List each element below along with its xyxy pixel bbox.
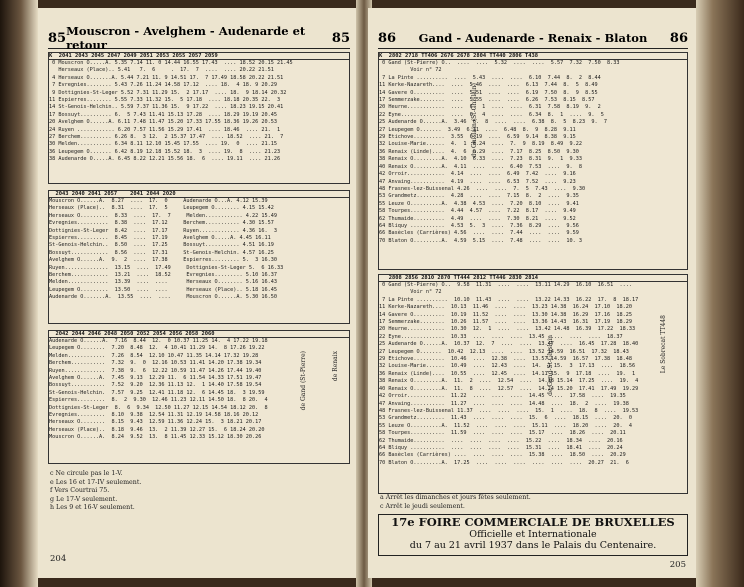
timetable-row: Espierres.......... 8.45 .... 17.19 Avelghem O.....A. 4.45 16.11	[49, 235, 271, 242]
timetable-row: 11 Kerke-Nazareth.... .... 5.46 .... .... 6.13 7.44 8. 5 8.49	[379, 82, 598, 89]
timetable-row: 70 Blaton O.........A. 17.25 .... .... .... .... .... .... 20.27 21. 6	[379, 459, 629, 466]
left-page-header	[48, 24, 350, 52]
timetable-row: Ruyen............. 7.38 9. 6 12.22 10.59 11.47 14.26 17.44 19.40	[49, 367, 262, 374]
right-table-2	[378, 274, 688, 494]
book-edge-left	[0, 0, 38, 587]
timetable-row: 64 Bliquy ........... .... .... .... .... 15.31 .... 18.41 .... 20.24	[379, 444, 623, 451]
right-vertical-note-3: de Gand-St-Ghislain	[547, 335, 554, 396]
timetable-row: 62 Thumaide.......... 4.49 .... .... 7.30 8.21 .... 9.52	[379, 215, 576, 222]
timetable-row: 38 Audenarde O.....A. 6.45 8.22 12.21 15.56 18. 6 .... 19.11 .... 21.26	[49, 156, 281, 163]
timetable-row: 22 Eyne.............. 10.33 .... .... .... 13.45 .... .... .... 18.37	[379, 333, 623, 340]
timetable-row: 48 Frasnes-lez-Buissenal 4.26 .... .... 7. 5 7.43 .... 9.30	[379, 185, 586, 192]
timetable-row: 29 Etichove.......... 3.55 6.19 .... 6.59 9.14 8.38 9.15	[379, 134, 576, 141]
timetable-row: 48 Frasnes-lez-Buissenal 11.37 .... .... .... 15. 1 .... 18. 8 .... 19.53	[379, 407, 639, 414]
timetable-row: 66 Basècles (Carrières) 4.56 .... .... 7.44 .... .... 9.59	[379, 230, 579, 237]
timetable-row: Herseaux (Place).. 8.18 9.46 13. 2 11.39 12.27 15. 6 18.24 20.20	[49, 426, 265, 433]
timetable-row: Voir n° 72	[379, 289, 442, 296]
timetable-row: Leupegem O......... 13.50 .... .... Herseaux (Place).. 5.18 16.45	[49, 286, 277, 293]
right-table-1-rows	[379, 60, 687, 245]
timetable-row: 20 Heurne............ 10.30 12. 1 .... .... 13.42 14.48 16.39 17.22 18.33	[379, 326, 636, 333]
timetable-row: Herseaux O......... 8.33 .... 17. 7 Melden............ 4.22 15.49	[49, 212, 277, 219]
timetable-row: 22 Eyne.............. .... 6. 4 .... .... 6.34 8. 1 .... 9. 5	[379, 111, 604, 118]
timetable-row: 30 Melden........... 6.34 8.11 12.10 15.45 17.55 .... 19. 0 .... 21.15	[49, 141, 277, 148]
timetable-row: 55 Leuze O..........A. 4.38 4.53 .... 7.20 8.10 .... 9.41	[379, 200, 579, 207]
footnote: g Le 17-V seulement.	[50, 495, 118, 503]
timetable-row: 36 Renaix (Linde).... 4. 6 6.29 .... 7.17 8.25 8.50 9.30	[379, 148, 579, 155]
timetable-row: 17 Semmerzake........ 10.26 11.57 .... .... 13.36 14.43 16.31 17.19 18.29	[379, 319, 632, 326]
timetable-row: 27 Berchem.......... 6.26 8. 3 12. 2 15.37 17.47 .... 18.52 .... 21. 7	[49, 134, 284, 141]
timetable-row: Mouscron O......A. 8.27 .... 17. 0 Audenarde O...A. 4.12 15.39	[49, 198, 268, 204]
right-page-header	[378, 28, 688, 49]
timetable-row: 55 Leuze O..........A. 11.52 .... .... .... 15.11 .... 18.20 .... 20. 4	[379, 422, 632, 429]
timetable-row: 42 Orroir............ 11.22 .... .... .... 14.45 .... 17.58 .... 19.35	[379, 393, 626, 400]
timetable-row: Mouscron O......A. 8.24 9.52 13. 8 11.45 12.33 15.12 18.30 20.26	[49, 434, 262, 441]
timetable-row: 36 Renaix (Linde).... 10.55 .... 12.45 .... 14.11 15. 9 17.18 .... 19. 1	[379, 370, 636, 377]
timetable-row: 47 Anvaing........... 4.19 .... .... 6.53 7.52 .... 9.23	[379, 178, 576, 185]
right-vertical-note-2: Le Sobrecat TT448	[660, 315, 667, 374]
timetable-row: Espierres......... 8. 2 9.30 12.46 11.23 12.11 14.50 18. 8 20. 4	[49, 397, 268, 404]
timetable-row: St-Genois-Helchin. 7.57 9.25 12.41 11.18 12. 6 14.45 18. 3 19.59	[49, 389, 265, 396]
left-page-title: Mouscron - Avelghem - Audenarde et retour	[66, 24, 306, 52]
timetable-row: Dottignies-St-Leger 8. 6 9.34 12.50 11.27 12.15 14.54 18.12 20. 8	[49, 404, 268, 411]
book-edge-right	[696, 0, 744, 587]
timetable-row: Herseaux O........ 8.15 9.43 12.59 11.36 12.24 15. 3 18.21 20.17	[49, 419, 262, 426]
timetable-row: 29 Etichove.......... 10.46 .... 12.38 .... 13.57 14.59 16.57 17.38 18.48	[379, 356, 632, 363]
timetable-row: 36 Leupegem O....... 6.42 8.19 12.18 15.52 18. 3 .... 19. 8 .... 21.23	[49, 148, 281, 155]
right-table-1-header: K 2802 2718 TT406 2676 2678 2804 TT440 2806 T438	[379, 53, 687, 60]
timetable-row: 38 Renaix O.........A. 4.10 6.33 .... 7.23 8.31 9. 1 9.33	[379, 156, 583, 163]
timetable-row: 0 Gand (St-Pierre) O.. .... .... 5.32 .... .... 5.57 7.32 7.50 8.33	[379, 60, 620, 66]
timetable-row: Berchem........... 7.32 9. 0 12.16 10.53 11.41 14.20 17.38 19.34	[49, 360, 262, 367]
left-vertical-note-1: de Gand (St-Pierre)	[300, 351, 307, 411]
left-vertical-note-2: de Renaix	[332, 351, 339, 382]
right-page-number: 205	[669, 560, 686, 570]
timetable-row: Avelghem O......A. 7.45 9.13 12.29 11. 6 11.54 14.33 17.51 19.47	[49, 375, 262, 382]
left-table-1	[48, 52, 350, 184]
timetable-row: 7 Evregnies........ 5.43 7.26 11.24 14.58 17.12 .... 18. 4 18. 9 20.29	[49, 82, 277, 89]
left-table-2-rows	[49, 198, 349, 302]
right-table-1	[378, 52, 688, 270]
timetable-row: 11 Espierres........ 5.55 7.33 11.32 15. 5 17.18 .... 18.18 20.35 22. 3	[49, 97, 281, 104]
timetable-row: 14 St-Genois-Helchin.. 5.59 7.37 11.36 15. 9 17.22 .... 18.23 19.15 20.41	[49, 104, 284, 111]
left-page-code-right: 85	[331, 30, 350, 46]
left-table-2-header: 2043 2040 2041 2057 2041 2044 2020	[49, 191, 349, 198]
timetable-row: Voir n° 72	[379, 67, 442, 74]
right-vertical-note-1: du Ghislain (St-Ghislain)	[471, 83, 478, 158]
right-table-2-header: 2808 2856 2810 2870 TT444 2812 TT446 2830 2814	[379, 275, 687, 282]
timetable-row: Avelghem O......A. 9. 2 .... 17.38 Espierres......... 5. 3 16.30	[49, 257, 277, 264]
timetable-row: 0 Gand (St-Pierre) O.. 9.58 11.31 .... .... 13.11 14.29 16.10 16.51 ....	[379, 282, 632, 288]
left-page-code: 85	[48, 30, 67, 46]
left-table-3	[48, 330, 350, 464]
timetable-row: Leupegem O........ 7.20 8.48 12. 4 10.41 11.29 14. 8 17.26 19.22	[49, 345, 265, 352]
timetable-row: Melden............. 13.39 .... .... Herseaux O........ 5.16 16.43	[49, 279, 277, 286]
timetable-row: Dottignies-St-Leger 8.42 .... 17.17 Ruyen............. 4.36 16. 3	[49, 227, 277, 234]
timetable-row: 20 Avelghem O......A. 6.11 7.48 11.47 15.20 17.33 17.55 18.36 19.26 20.53	[49, 119, 277, 126]
timetable-row: Evregnies.......... 8.38 .... 17.12 Berchem........... 4.30 15.57	[49, 220, 274, 227]
timetable-row: 7 La Pinte .......... .... 5.43 .... .... 6.10 7.44 8. 2 8.44	[379, 74, 601, 81]
timetable-row: 53 Grandmetz......... 11.43 .... .... .... 15. 6 .... 18.15 .... 20. 0	[379, 415, 632, 422]
timetable-row: 32 Louise-Marie...... 10.49 .... 12.43 .... 14. 1 15. 3 17.13 .... 18.56	[379, 363, 636, 370]
timetable-row: 14 Gavere O.......... 10.19 11.52 .... .... 13.30 14.38 16.29 17.16 18.25	[379, 311, 632, 318]
timetable-row: Ruyen.............. 13.15 .... 17.49 Dottignies-St-Leger 5. 6 16.33	[49, 264, 284, 271]
left-table-1-header: K 2041 2043 2045 2047 2049 2051 2053 2055 2057 2059	[49, 53, 349, 60]
timetable-row: 24 Ruyen ............ 6.20 7.57 11.56 15.29 17.41 .... 18.46 .... 21. 1	[49, 126, 281, 133]
timetable-row: 4 Herseaux O.......A. 5.44 7.21 11. 9 14.51 17. 7 17.49 18.58 20.22 21.51	[49, 74, 284, 81]
right-page-code: 86	[378, 30, 397, 46]
footnote: c Ne circule pas le 1-V.	[50, 470, 123, 477]
left-table-2	[48, 190, 350, 324]
left-table-1-rows	[49, 60, 349, 164]
timetable-row: St-Genois-Helchin.. 8.50 .... 17.25 Bossuyt........... 4.51 16.19	[49, 242, 274, 249]
footnote: a Arrêt les dimanches et jours fêtes seulement.	[380, 494, 531, 501]
timetable-row: 42 Orroir............ 4.14 .... .... 6.49 7.42 .... 9.16	[379, 171, 576, 178]
timetable-row: Herseaux (Place).. 8.31 .... 17. 5 Leupegem O........ 4.15 15.42	[49, 205, 274, 212]
right-page-code-right: 86	[669, 30, 688, 46]
timetable-row: 14 Gavere O.......... .... 5.51 .... .... 6.19 7.50 8. 9 8.55	[379, 89, 598, 96]
footnote: f Vers Courtrai 75.	[50, 487, 110, 494]
footnote: h Les 9 et 16-V seulement.	[50, 504, 135, 511]
timetable-row: 58 Tourpes........... 11.59 .... .... .... 15.17 .... 18.26 .... 20.11	[379, 430, 626, 437]
timetable-row: 40 Renaix O.........A. 11. 8 .... 12.57 .... 14.24 15.20 17.41 17.49 19.29	[379, 385, 639, 392]
footnote: e Les 16 et 17-IV seulement.	[50, 478, 142, 486]
right-table-2-rows	[379, 282, 687, 467]
fair-advertisement	[378, 514, 688, 556]
timetable-row: 0 Mouscron O.....A. 5.35 7.14 11. 0 14.44 16.55 17.43 .... 18.52 20.15 21.45	[49, 60, 293, 66]
timetable-row: Berchem............ 13.21 .... 18.52 Evregnies......... 5.10 16.37	[49, 272, 277, 279]
timetable-row: 38 Renaix O.........A. 11. 2 .... 12.54 .... 14.18 15.14 17.25 .... 19. 4	[379, 378, 639, 385]
advert-line-1: 17e FOIRE COMMERCIALE DE BRUXELLES	[391, 515, 675, 529]
timetable-row: Audenarde O......A. 7.16 8.44 12. 0 10.37 11.25 14. 4 17.22 19.18	[49, 338, 268, 344]
timetable-row: 20 Heurne............ .... 6. 1 .... .... 6.31 7.58 8.19 9. 2	[379, 104, 601, 111]
timetable-row: 25 Audenarde O......A. 3.46 6. 8 .... .... 6.38 8. 5 8.23 9. 7	[379, 119, 607, 126]
timetable-row: 47 Anvaing........... 11.27 .... .... .... 14.48 .... 18. 2 .... 19.38	[379, 400, 629, 407]
timetable-row: Bossuyt............ 8.56 .... 17.31 St-Genois-Helchin. 4.57 16.25	[49, 249, 274, 256]
timetable-row: 53 Grandmetz......... 4.28 .... .... 7.15 8. 2 .... 9.35	[379, 193, 579, 200]
timetable-row: 27 Leupegem O....... 10.42 12.13 .... .... 13.52 14.59 16.51 17.32 18.43	[379, 348, 629, 355]
timetable-row: 25 Audenarde O......A. 10.37 12. 7 .... .... 13.47 .... 16.45 17.28 18.40	[379, 341, 639, 348]
timetable-row: Melden............ 7.26 8.54 12.10 10.47 11.35 14.14 17.32 19.28	[49, 352, 259, 359]
advert-line-3: du 7 au 21 avril 1937 dans le Palais du Centenaire.	[409, 540, 657, 551]
timetable-row: Bossuyt........... 7.52 9.20 12.36 11.13 12. 1 14.40 17.58 19.54	[49, 382, 262, 389]
timetable-row: 7 La Pinte .......... 10.10 11.43 .... .... 13.22 14.33 16.22 17. 8 18.17	[379, 296, 639, 303]
timetable-row: 70 Blaton O.........A. 4.59 5.15 .... 7.48 .... .... 10. 3	[379, 237, 583, 244]
timetable-row: 64 Bliquy ........... 4.53 5. 3 .... 7.36 8.29 .... 9.56	[379, 222, 579, 229]
right-page-title: Gand - Audenarde - Renaix - Blaton	[418, 31, 648, 45]
timetable-row: 17 Semmerzake........ .... 5.55 .... .... 6.26 7.53 8.15 8.57	[379, 97, 595, 104]
left-table-3-header: 2042 2044 2046 2048 2050 2052 2054 2056 2058 2060	[49, 331, 349, 338]
left-page-number: 204	[50, 554, 67, 564]
timetable-row: 40 Renaix O.........A. 4.11 .... .... 6.40 7.53 .... 9. 8	[379, 163, 583, 170]
advert-line-2: Officielle et Internationale	[469, 529, 597, 540]
timetable-row: 62 Thumaide.......... .... .... .... .... 15.22 .... 18.34 .... 20.16	[379, 437, 623, 444]
right-footnotes	[380, 494, 531, 511]
right-page	[368, 8, 698, 578]
timetable-row: 17 Bossuyt.......... 6. 5 7.43 11.41 15.13 17.28 .... 18.29 19.19 20.45	[49, 111, 277, 118]
left-page	[38, 8, 360, 578]
left-footnotes	[50, 470, 141, 513]
timetable-row: 9 Dottignies-St-Leger 5.52 7.31 11.29 15. 2 17.17 .... 18. 9 18.14 20.32	[49, 89, 287, 96]
footnote: c Arrêt le jeudi seulement.	[380, 502, 465, 510]
timetable-row: 66 Basècles (Carrières) .... .... .... .... 15.38 .... 18.50 .... 20.29	[379, 452, 626, 459]
timetable-row: Evregnies......... 8.10 9.38 12.54 11.31 12.19 14.58 18.16 20.12	[49, 412, 259, 419]
timetable-row: 11 Kerke-Nazareth.... 10.13 11.46 .... .... 13.23 14.38 16.24 17.10 18.20	[379, 304, 632, 311]
timetable-row: Herseaux (Place).. 5.41 7. 6 . 17. 7 .... .... 20.22 21.51	[49, 67, 274, 74]
timetable-row: 27 Leupegem O....... 3.49 6.11 .... 6.48 8. 9 8.28 9.11	[379, 126, 576, 133]
timetable-row: Audenarde O.......A. 13.55 .... .... Mouscron O......A. 5.30 16.50	[49, 294, 277, 301]
timetable-row: 32 Louise-Marie...... 4. 1 6.24 .... 7. 9 8.19 8.49 9.22	[379, 141, 583, 148]
timetable-row: 58 Tourpes........... 4.44 4.57 .... 7.22 8.17 .... 9.49	[379, 208, 576, 215]
